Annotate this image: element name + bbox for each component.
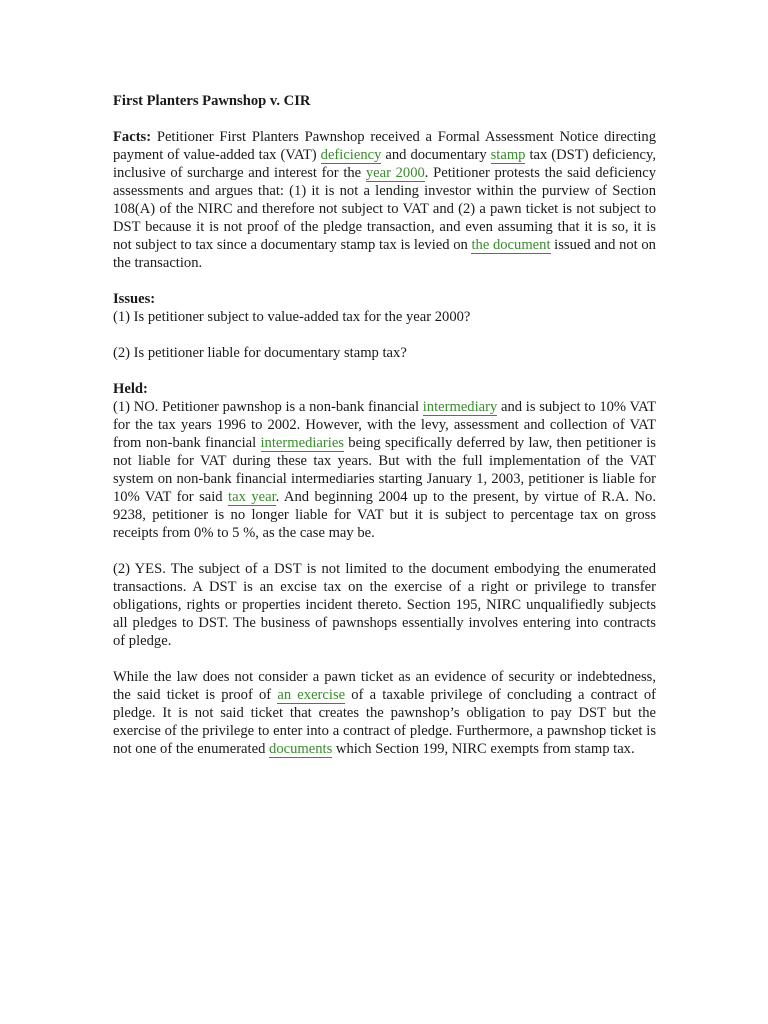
held-text: While the law does not consider a pawn ticket as an evidence of security or indebtedness, the said ticket is proof of xyxy=(113,669,656,703)
facts-paragraph xyxy=(113,128,656,272)
facts-text: Petitioner First Planters Pawnshop received a Formal Assessment Notice directing payment of value-added tax (VAT) xyxy=(113,129,656,163)
link-tax-year[interactable]: tax year xyxy=(228,489,276,505)
held-text: of a taxable privilege of concluding a contract of pledge. It is not said ticket that creates the pawnshop’s obligation to pay DST but the exercise of the privilege to enter into a contract of pledge. Furthermore, a pawnshop ticket is not one of the enumerated xyxy=(113,687,656,757)
facts-text: tax (DST) deficiency, inclusive of surcharge and interest for the xyxy=(113,147,656,181)
facts-text: . Petitioner protests the said deficiency assessments and argues that: (1) it is not a lending investor within the purview of Section 108(A) of the NIRC and therefore not subject to VAT and (2) a pawn ticket is not subject to DST because it is not proof of the pledge transaction, and even assuming that it is so, it is not subject to tax since a documentary stamp tax is levied on xyxy=(113,165,657,253)
held-text: which Section 199, NIRC exempts from stamp tax. xyxy=(332,741,635,757)
link-year-2000[interactable]: year 2000 xyxy=(365,165,425,181)
held-text: being specifically deferred by law, then petitioner is not liable for VAT during these tax years. But with the full implementation of the VAT system on non-bank financial intermediaries starting January 1, 2003, petitioner is liable for 10% VAT for said xyxy=(113,435,656,505)
issues-heading: Issues: xyxy=(113,291,156,307)
document-page xyxy=(113,92,656,758)
facts-label: Facts: xyxy=(113,129,152,145)
document-title: First Planters Pawnshop v. CIR xyxy=(113,93,311,109)
held-text: and is subject to 10% VAT for the tax years 1996 to 2002. However, with the levy, assessment and collection of VAT from non-bank financial xyxy=(113,399,656,451)
facts-text: and documentary xyxy=(381,147,491,163)
link-the-document[interactable]: the document xyxy=(471,237,551,253)
held-text: . And beginning 2004 up to the present, by virtue of R.A. No. 9238, petitioner is no longer liable for VAT but it is subject to percentage tax on gross receipts from 0% to 5 %, as the case may be. xyxy=(113,489,656,541)
link-an-exercise[interactable]: an exercise xyxy=(277,687,346,703)
issue-item-2: (2) Is petitioner liable for documentary stamp tax? xyxy=(113,345,407,361)
held-heading: Held: xyxy=(113,381,148,397)
held-paragraph-3 xyxy=(113,668,656,758)
link-intermediary[interactable]: intermediary xyxy=(422,399,498,415)
issue-item-1: (1) Is petitioner subject to value-added tax for the year 2000? xyxy=(113,309,471,325)
link-intermediaries[interactable]: intermediaries xyxy=(260,435,344,451)
link-deficiency[interactable]: deficiency xyxy=(320,147,382,163)
held-paragraph-1 xyxy=(113,398,656,542)
held-paragraph-2: (2) YES. The subject of a DST is not limited to the document embodying the enumerated transactions. A DST is an excise tax on the exercise of a right or privilege to transfer obligations, rights or properties incident thereto. Section 195, NIRC unqualifiedly subjects all pledges to DST. The business of pawnshops essentially involves entering into contracts of pledge. xyxy=(113,561,656,649)
facts-text: issued and not on the transaction. xyxy=(113,237,656,271)
link-documents[interactable]: documents xyxy=(269,741,333,757)
link-stamp[interactable]: stamp xyxy=(490,147,526,163)
held-text: (1) NO. Petitioner pawnshop is a non-bank financial xyxy=(113,399,423,415)
